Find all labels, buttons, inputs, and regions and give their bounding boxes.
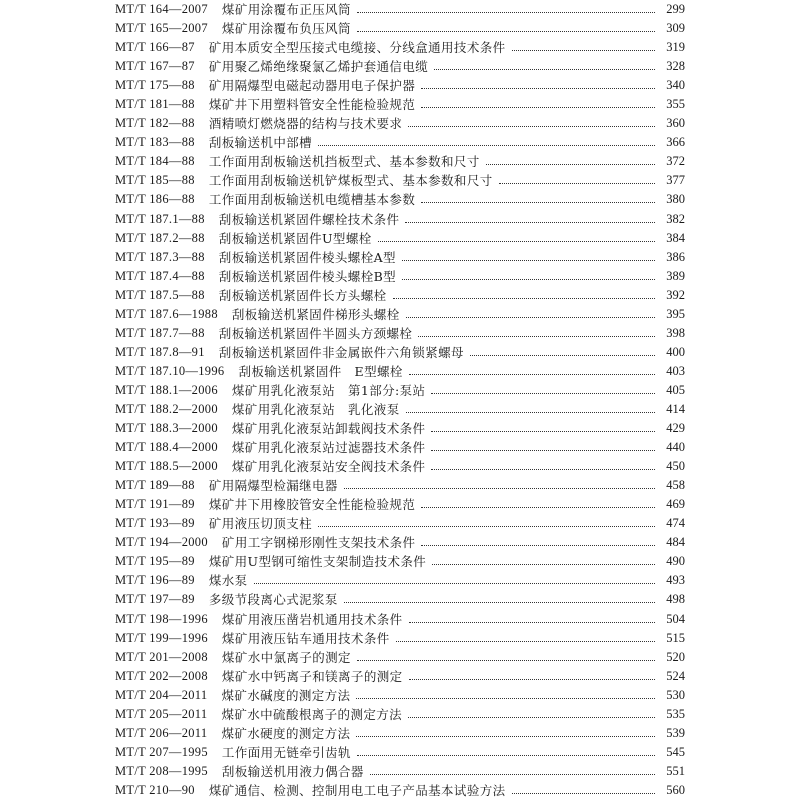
dot-leader xyxy=(344,602,655,603)
page-number: 380 xyxy=(666,192,685,207)
standard-title: 煤矿水中硫酸根离子的测定方法 xyxy=(221,706,403,722)
standard-number: MT/T 205—2011 xyxy=(115,706,208,721)
toc-entry xyxy=(115,248,685,267)
dot-leader xyxy=(512,50,655,51)
page-number: 484 xyxy=(666,535,685,550)
toc-entry xyxy=(115,57,685,76)
page-number: 384 xyxy=(666,230,685,245)
toc-entry xyxy=(115,267,685,286)
standard-number: MT/T 185—88 xyxy=(115,173,195,188)
standard-number: MT/T 165—2007 xyxy=(115,21,208,36)
standard-title: 刮板输送机紧固件长方头螺栓 xyxy=(218,287,387,303)
toc-entry xyxy=(115,95,685,114)
toc-entry xyxy=(115,76,685,95)
standard-number: MT/T 187.4—88 xyxy=(115,268,205,283)
toc-entry xyxy=(115,762,685,781)
toc-entry xyxy=(115,286,685,305)
toc-entry xyxy=(115,495,685,514)
standard-number: MT/T 187.2—88 xyxy=(115,230,205,245)
dot-leader xyxy=(357,12,655,13)
toc-entry xyxy=(115,667,685,686)
toc-entry xyxy=(115,438,685,457)
dot-leader xyxy=(409,622,655,623)
dot-leader xyxy=(357,755,655,756)
dot-leader xyxy=(356,698,655,699)
page-number: 474 xyxy=(666,516,685,531)
dot-leader xyxy=(405,222,655,223)
standard-title: 煤矿井下用橡胶管安全性能检验规范 xyxy=(208,497,416,513)
toc-entry xyxy=(115,724,685,743)
dot-leader xyxy=(418,336,655,337)
standard-number: MT/T 187.1—88 xyxy=(115,211,205,226)
standard-title: 多级节段离心式泥浆泵 xyxy=(208,592,338,608)
toc-entry xyxy=(115,648,685,667)
toc-entry xyxy=(115,152,685,171)
standard-number: MT/T 201—2008 xyxy=(115,649,208,664)
dot-leader xyxy=(378,241,655,242)
dot-leader xyxy=(434,69,655,70)
toc-entry xyxy=(115,419,685,438)
standard-number: MT/T 197—89 xyxy=(115,592,195,607)
standard-number: MT/T 188.3—2000 xyxy=(115,421,218,436)
toc-entry xyxy=(115,133,685,152)
toc-entry xyxy=(115,571,685,590)
standard-title: 煤矿水硬度的测定方法 xyxy=(221,725,351,741)
dot-leader xyxy=(431,469,655,470)
toc-entry xyxy=(115,362,685,381)
dot-leader xyxy=(470,355,655,356)
standard-number: MT/T 186—88 xyxy=(115,192,195,207)
standard-title: 矿用本质安全型压接式电缆接、分线盒通用技术条件 xyxy=(208,40,506,56)
dot-leader xyxy=(486,164,655,165)
page-number: 299 xyxy=(666,2,685,17)
dot-leader xyxy=(254,583,655,584)
page-number: 504 xyxy=(666,611,685,626)
standard-number: MT/T 175—88 xyxy=(115,78,195,93)
standard-title: 酒精喷灯燃烧器的结构与技术要求 xyxy=(208,116,403,132)
dot-leader xyxy=(318,526,655,527)
standard-title: 煤矿用乳化液泵站 第1部分:泵站 xyxy=(231,382,426,398)
standard-title: 刮板输送机紧固件棱头螺栓A型 xyxy=(218,249,396,265)
page-number: 372 xyxy=(666,154,685,169)
standard-title: 煤矿井下用塑料管安全性能检验规范 xyxy=(208,97,416,113)
toc-entry xyxy=(115,19,685,38)
standard-title: 煤水泵 xyxy=(208,573,248,589)
dot-leader xyxy=(402,260,655,261)
page-number: 403 xyxy=(666,363,685,378)
page-number: 515 xyxy=(666,630,685,645)
page-number: 309 xyxy=(666,21,685,36)
toc-entry xyxy=(115,381,685,400)
page-number: 545 xyxy=(666,744,685,759)
page-number: 328 xyxy=(666,59,685,74)
standard-number: MT/T 189—88 xyxy=(115,478,195,493)
standard-title: 工作面用无链牵引齿轨 xyxy=(221,744,351,760)
standard-number: MT/T 191—89 xyxy=(115,497,195,512)
page-number: 340 xyxy=(666,78,685,93)
standard-title: 煤矿用涂覆布负压风筒 xyxy=(221,21,351,37)
page-number: 560 xyxy=(666,782,685,797)
toc-entry xyxy=(115,743,685,762)
standard-title: 刮板输送机用液力偶合器 xyxy=(221,763,364,779)
standard-title: 工作面用刮板输送机电缆槽基本参数 xyxy=(208,192,416,208)
standard-title: 煤矿用液压凿岩机通用技术条件 xyxy=(221,611,403,627)
dot-leader xyxy=(408,717,655,718)
standard-number: MT/T 166—87 xyxy=(115,40,195,55)
page-number: 389 xyxy=(666,268,685,283)
dot-leader xyxy=(393,298,656,299)
standard-title: 煤矿用U型钢可缩性支架制造技术条件 xyxy=(208,554,427,570)
page-number: 458 xyxy=(666,478,685,493)
dot-leader xyxy=(408,126,655,127)
standard-number: MT/T 188.5—2000 xyxy=(115,459,218,474)
toc-entry xyxy=(115,629,685,648)
standard-number: MT/T 188.4—2000 xyxy=(115,440,218,455)
toc-entry xyxy=(115,171,685,190)
page-number: 490 xyxy=(666,554,685,569)
toc-entry xyxy=(115,210,685,229)
page-number: 392 xyxy=(666,287,685,302)
standard-title: 刮板输送机紧固件U型螺栓 xyxy=(218,230,372,246)
page-number: 535 xyxy=(666,706,685,721)
toc-entry xyxy=(115,476,685,495)
page-number: 469 xyxy=(666,497,685,512)
standard-title: 煤矿通信、检测、控制用电工电子产品基本试验方法 xyxy=(208,782,506,798)
dot-leader xyxy=(431,393,655,394)
page-number: 360 xyxy=(666,116,685,131)
standard-number: MT/T 187.8—91 xyxy=(115,344,205,359)
page-number: 530 xyxy=(666,687,685,702)
dot-leader xyxy=(402,279,655,280)
standard-title: 刮板输送机紧固件棱头螺栓B型 xyxy=(218,268,397,284)
dot-leader xyxy=(356,736,655,737)
standard-title: 矿用聚乙烯绝缘聚氯乙烯护套通信电缆 xyxy=(208,59,429,75)
standard-title: 刮板输送机紧固件 E型螺栓 xyxy=(238,363,403,379)
standard-number: MT/T 196—89 xyxy=(115,573,195,588)
toc-entry xyxy=(115,533,685,552)
toc-entry xyxy=(115,343,685,362)
dot-leader xyxy=(409,679,655,680)
standard-title: 工作面用刮板输送机挡板型式、基本参数和尺寸 xyxy=(208,154,480,170)
standard-title: 矿用液压切顶支柱 xyxy=(208,516,313,532)
standard-title: 煤矿用乳化液泵站安全阀技术条件 xyxy=(231,459,426,475)
dot-leader xyxy=(512,793,655,794)
standard-number: MT/T 193—89 xyxy=(115,516,195,531)
page-number: 539 xyxy=(666,725,685,740)
page-number: 493 xyxy=(666,573,685,588)
page-number: 382 xyxy=(666,211,685,226)
standard-title: 煤矿水中钙离子和镁离子的测定 xyxy=(221,668,403,684)
page-number: 386 xyxy=(666,249,685,264)
toc-entry xyxy=(115,686,685,705)
standard-number: MT/T 204—2011 xyxy=(115,687,208,702)
dot-leader xyxy=(370,774,655,775)
toc-entry xyxy=(115,0,685,19)
toc-entry xyxy=(115,514,685,533)
toc-entry xyxy=(115,38,685,57)
dot-leader xyxy=(421,107,655,108)
dot-leader xyxy=(421,507,655,508)
standard-number: MT/T 187.7—88 xyxy=(115,325,205,340)
standard-title: 矿用隔爆型检漏继电器 xyxy=(208,478,338,494)
toc-entry xyxy=(115,705,685,724)
standard-title: 煤矿用涂覆布正压风筒 xyxy=(221,2,351,18)
standard-number: MT/T 208—1995 xyxy=(115,763,208,778)
page-number: 440 xyxy=(666,440,685,455)
standard-number: MT/T 181—88 xyxy=(115,97,195,112)
toc-entry xyxy=(115,610,685,629)
standard-number: MT/T 188.2—2000 xyxy=(115,402,218,416)
standard-number: MT/T 182—88 xyxy=(115,116,195,131)
standard-title: 工作面用刮板输送机铲煤板型式、基本参数和尺寸 xyxy=(208,173,493,189)
toc-entry xyxy=(115,229,685,248)
standard-title: 煤矿水中氯离子的测定 xyxy=(221,649,351,665)
page-number: 498 xyxy=(666,592,685,607)
dot-leader xyxy=(432,564,655,565)
standard-title: 刮板输送机紧固件半圆头方颈螺栓 xyxy=(218,325,413,341)
table-of-contents xyxy=(115,0,685,800)
toc-entry xyxy=(115,457,685,476)
standard-title: 煤矿用乳化液泵站过滤器技术条件 xyxy=(231,440,426,456)
page-number: 414 xyxy=(666,402,685,416)
dot-leader xyxy=(499,183,655,184)
standard-number: MT/T 187.3—88 xyxy=(115,249,205,264)
toc-entry xyxy=(115,324,685,343)
standard-number: MT/T 199—1996 xyxy=(115,630,208,645)
toc-entry xyxy=(115,190,685,209)
toc-entry xyxy=(115,552,685,571)
standard-number: MT/T 184—88 xyxy=(115,154,195,169)
dot-leader xyxy=(318,145,655,146)
page-number: 355 xyxy=(666,97,685,112)
page-number: 405 xyxy=(666,382,685,397)
page-number: 429 xyxy=(666,421,685,436)
page-number: 400 xyxy=(666,344,685,359)
standard-number: MT/T 210—90 xyxy=(115,782,195,797)
page-number: 551 xyxy=(666,763,685,778)
standard-number: MT/T 187.5—88 xyxy=(115,287,205,302)
standard-title: 煤矿用乳化液泵站 乳化液泵 xyxy=(231,402,400,417)
standard-number: MT/T 195—89 xyxy=(115,554,195,569)
toc-entry xyxy=(115,400,685,419)
standard-title: 矿用工字钢梯形刚性支架技术条件 xyxy=(221,535,416,551)
standard-title: 煤矿用液压钻车通用技术条件 xyxy=(221,630,390,646)
standard-number: MT/T 164—2007 xyxy=(115,2,208,17)
dot-leader xyxy=(431,431,655,432)
dot-leader xyxy=(421,545,655,546)
page-number: 520 xyxy=(666,649,685,664)
standard-title: 刮板输送机中部槽 xyxy=(208,135,313,151)
dot-leader xyxy=(431,450,655,451)
standard-title: 刮板输送机紧固件非金属嵌件六角锁紧螺母 xyxy=(218,344,464,360)
standard-title: 煤矿水碱度的测定方法 xyxy=(221,687,351,703)
dot-leader xyxy=(357,660,655,661)
toc-entry xyxy=(115,114,685,133)
page-number: 377 xyxy=(666,173,685,188)
toc-entry xyxy=(115,305,685,324)
dot-leader xyxy=(406,412,655,413)
page-number: 395 xyxy=(666,306,685,321)
dot-leader xyxy=(344,488,655,489)
standard-number: MT/T 187.6—1988 xyxy=(115,306,218,321)
standard-title: 矿用隔爆型电磁起动器用电子保护器 xyxy=(208,78,416,94)
dot-leader xyxy=(357,31,655,32)
standard-number: MT/T 202—2008 xyxy=(115,668,208,683)
standard-number: MT/T 183—88 xyxy=(115,135,195,150)
dot-leader xyxy=(421,88,655,89)
standard-title: 煤矿用乳化液泵站卸载阀技术条件 xyxy=(231,421,426,437)
standard-number: MT/T 194—2000 xyxy=(115,535,208,550)
page-number: 450 xyxy=(666,459,685,474)
standard-number: MT/T 206—2011 xyxy=(115,725,208,740)
page-number: 524 xyxy=(666,668,685,683)
page-number: 319 xyxy=(666,40,685,55)
standard-title: 刮板输送机紧固件螺栓技术条件 xyxy=(218,211,400,227)
standard-number: MT/T 188.1—2006 xyxy=(115,382,218,397)
standard-title: 刮板输送机紧固件梯形头螺栓 xyxy=(231,306,400,322)
toc-entry xyxy=(115,781,685,800)
dot-leader xyxy=(406,317,655,318)
standard-number: MT/T 207—1995 xyxy=(115,744,208,759)
standard-number: MT/T 187.10—1996 xyxy=(115,363,225,378)
page-number: 366 xyxy=(666,135,685,150)
standard-number: MT/T 198—1996 xyxy=(115,611,208,626)
dot-leader xyxy=(409,374,655,375)
dot-leader xyxy=(396,641,655,642)
dot-leader xyxy=(421,202,655,203)
standard-number: MT/T 167—87 xyxy=(115,59,195,74)
page-number: 398 xyxy=(666,325,685,340)
toc-entry xyxy=(115,590,685,609)
